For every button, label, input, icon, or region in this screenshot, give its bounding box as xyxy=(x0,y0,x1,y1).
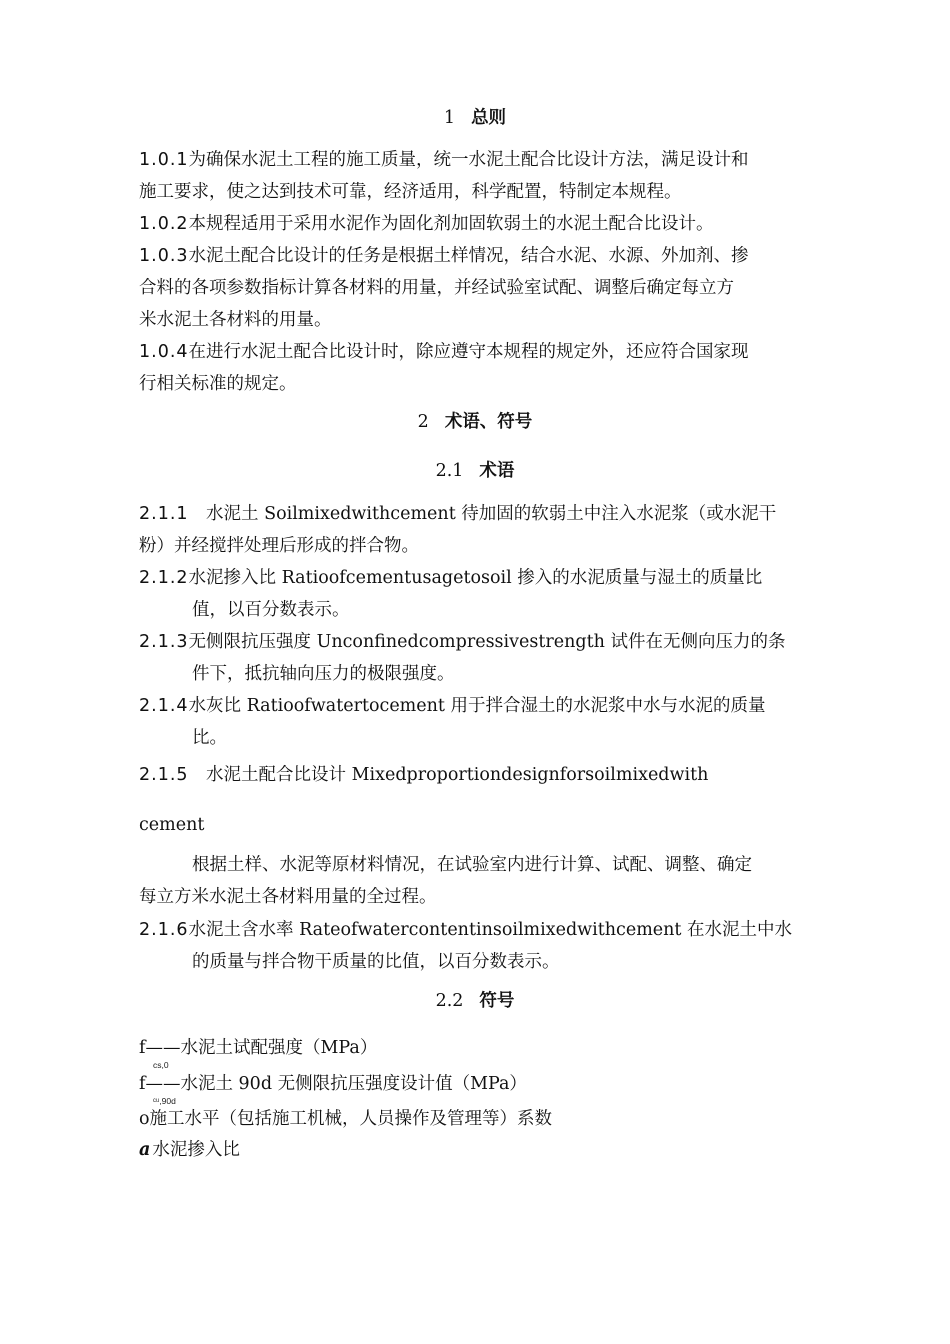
clause-number: 1.0.4 xyxy=(139,342,189,362)
symbol-definition: ——水泥土试配强度（MPa） xyxy=(145,1038,378,1058)
symbol-definition: 水泥掺入比 xyxy=(152,1140,240,1160)
clause-2-1-6 xyxy=(139,918,844,942)
symbol-f-cu90d xyxy=(139,1072,844,1096)
symbol-o xyxy=(139,1107,844,1131)
clause-number: 2.1.4 xyxy=(139,696,189,716)
clause-text: 为确保水泥土工程的施工质量，统一水泥土配合比设计方法，满足设计和 xyxy=(188,150,749,170)
section-title: 符号 xyxy=(479,991,515,1011)
clause-text-line: 合料的各项参数指标计算各材料的用量，并经试验室试配、调整后确定每立方 xyxy=(139,278,734,298)
clause-text: 无侧限抗压强度 Unconfinedcompressivestrength 试件在无侧向压力的条 xyxy=(188,632,786,652)
clause-2-1-3 xyxy=(139,630,844,654)
clause-text: 在进行水泥土配合比设计时，除应遵守本规程的规定外，还应符合国家现 xyxy=(188,342,749,362)
clause-text-line: 粉）并经搅拌处理后形成的拌合物。 xyxy=(139,536,419,556)
symbol-letter: f xyxy=(139,1038,146,1058)
clause-text: 水泥土配合比设计的任务是根据土样情况，结合水泥、水源、外加剂、掺 xyxy=(188,246,749,266)
clause-number: 2.1.5 xyxy=(139,765,189,785)
clause-1-0-2 xyxy=(139,212,844,236)
symbol-letter: a xyxy=(139,1140,151,1160)
clause-text: 水泥土配合比设计 Mixedproportiondesignforsoilmixedwith xyxy=(188,765,709,785)
clause-number: 2.1.1 xyxy=(139,504,189,524)
clause-text-line: 比。 xyxy=(192,728,227,748)
clause-number: 1.0.3 xyxy=(139,246,189,266)
clause-number: 1.0.2 xyxy=(139,214,189,234)
clause-text-line: 的质量与拌合物干质量的比值，以百分数表示。 xyxy=(192,952,560,972)
clause-text: 水泥土含水率 Rateofwatercontentinsoilmixedwithcement 在水泥土中水 xyxy=(188,920,793,940)
clause-2-1-1 xyxy=(139,502,844,526)
clause-2-1-5 xyxy=(139,763,844,787)
symbol-subscript: ᶜᵘ,90d xyxy=(153,1096,176,1106)
clause-text-line: 值，以百分数表示。 xyxy=(192,600,350,620)
section-title: 总则 xyxy=(471,108,507,128)
symbol-subscript: cs,0 xyxy=(153,1060,169,1070)
clause-paragraph-line: 根据土样、水泥等原材料情况，在试验室内进行计算、试配、调整、确定 xyxy=(192,855,752,875)
clause-paragraph-line: 每立方米水泥土各材料用量的全过程。 xyxy=(139,887,437,907)
clause-number: 2.1.2 xyxy=(139,568,189,588)
clause-text-line: 件下，抵抗轴向压力的极限强度。 xyxy=(192,664,455,684)
symbol-f-cs0 xyxy=(139,1036,844,1060)
section-number: 2.2 xyxy=(435,991,464,1011)
clause-2-1-2 xyxy=(139,566,844,590)
section-heading-1 xyxy=(0,106,950,130)
clause-1-0-3 xyxy=(139,244,844,268)
clause-text-line: 米水泥土各材料的用量。 xyxy=(139,310,332,330)
clause-2-1-4 xyxy=(139,694,844,718)
section-number: 2.1 xyxy=(435,461,464,481)
section-heading-2-1 xyxy=(0,459,950,483)
clause-text: 本规程适用于采用水泥作为固化剂加固软弱土的水泥土配合比设计。 xyxy=(188,214,714,234)
clause-text: 水灰比 Ratioofwatertocement 用于拌合湿土的水泥浆中水与水泥的质量 xyxy=(188,696,766,716)
clause-1-0-4 xyxy=(139,340,844,364)
clause-text-line: cement xyxy=(139,815,205,835)
section-heading-2 xyxy=(0,410,950,434)
clause-text: 水泥掺入比 Ratioofcementusagetosoil 掺入的水泥质量与湿土的质量比 xyxy=(188,568,763,588)
clause-number: 2.1.6 xyxy=(139,920,189,940)
section-title: 术语、符号 xyxy=(444,412,533,432)
symbol-a xyxy=(139,1138,844,1162)
symbol-letter: o xyxy=(139,1109,150,1129)
clause-text-line: 行相关标准的规定。 xyxy=(139,374,297,394)
symbol-letter: f xyxy=(139,1074,146,1094)
section-number: 1 xyxy=(443,108,456,128)
section-title: 术语 xyxy=(479,461,515,481)
section-heading-2-2 xyxy=(0,989,950,1013)
clause-text: 水泥土 Soilmixedwithcement 待加固的软弱土中注入水泥浆（或水泥干 xyxy=(188,504,777,524)
symbol-definition: ——水泥土 90d 无侧限抗压强度设计值（MPa） xyxy=(145,1074,527,1094)
clause-text-line: 施工要求，使之达到技术可靠，经济适用，科学配置，特制定本规程。 xyxy=(139,182,682,202)
clause-number: 1.0.1 xyxy=(139,150,189,170)
clause-number: 2.1.3 xyxy=(139,632,189,652)
symbol-definition: 施工水平（包括施工机械，人员操作及管理等）系数 xyxy=(149,1109,553,1129)
section-number: 2 xyxy=(417,412,429,432)
clause-1-0-1 xyxy=(139,148,844,172)
